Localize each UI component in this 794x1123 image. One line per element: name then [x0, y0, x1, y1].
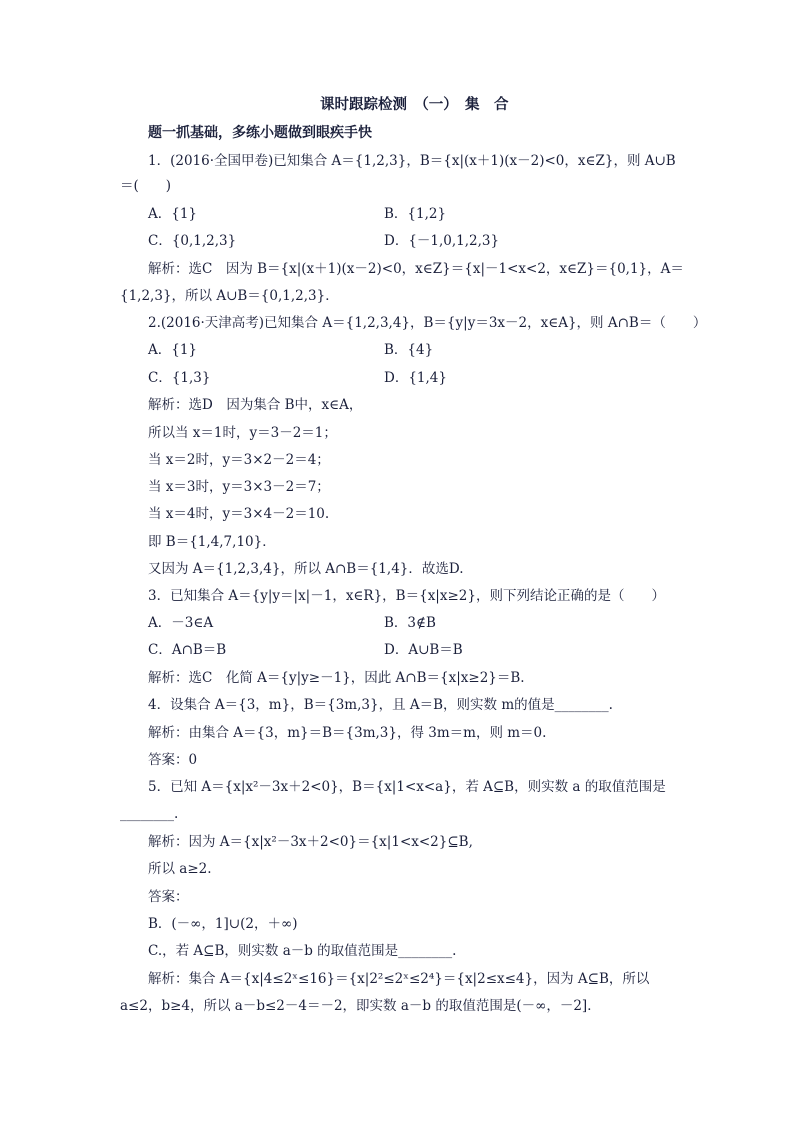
q2-solution-line: 当 x＝4时，y＝3×4－2＝10.	[148, 506, 330, 522]
option-c-line: C.，若 A⊆B，则实数 a－b 的取值范围是________.	[148, 943, 457, 959]
q2-stem: 2.(2016·天津高考)已知集合 A＝{1,2,3,4}，B＝{y|y＝3x－2，x∈A}，则 A∩B＝（ ）	[148, 315, 707, 331]
q1-solution-cont: {1,2,3}，所以 A∪B＝{0,1,2,3}．	[120, 288, 339, 304]
q3-stem: 3．已知集合 A＝{y|y＝|x|－1，x∈R}，B＝{x|x≥2}，则下列结论正确的是（ ）	[148, 588, 665, 604]
q4-solution: 解析：由集合 A＝{3，m}＝B＝{3m,3}，得 3m＝m，则 m＝0.	[148, 725, 547, 741]
q3-solution: 解析：选C 化简 A＝{y|y≥－1}，因此 A∩B＝{x|x≥2}＝B.	[148, 670, 525, 686]
q4-answer: 答案：0	[148, 752, 198, 768]
q1-option-b: B．{1,2}	[384, 206, 447, 222]
q5-solution-line: 所以 a≥2.	[148, 861, 212, 877]
page-title: 课时跟踪检测 （一） 集 合	[320, 96, 509, 113]
q2-option-b: B．{4}	[384, 342, 434, 358]
q2-option-c: C．{1,3}	[148, 370, 211, 386]
q1-stem: 1．(2016·全国甲卷)已知集合 A＝{1,2,3}，B＝{x|(x＋1)(x－2)<0，x∈Z}，则 A∪B	[148, 153, 676, 169]
q3-option-a: A．－3∈A	[148, 615, 214, 631]
option-b-line: B．(－∞，1]∪(2，＋∞)	[148, 916, 298, 932]
final-solution-cont: a≤2，b≥4，所以 a－b≤2－4＝－2，即实数 a－b 的取值范围是(－∞，－2]．	[120, 998, 601, 1014]
final-solution: 解析：集合 A＝{x|4≤2ˣ≤16}＝{x|2²≤2ˣ≤2⁴}＝{x|2≤x≤4}，因为 A⊆B，所以	[148, 971, 650, 987]
q5-solution: 解析：因为 A＝{x|x²－3x＋2<0}＝{x|1<x<2}⊆B,	[148, 834, 473, 850]
q3-option-c: C．A∩B＝B	[148, 642, 227, 658]
q2-solution-line: 又因为 A＝{1,2,3,4}，所以 A∩B＝{1,4}．故选D.	[148, 561, 464, 577]
q1-solution: 解析：选C 因为 B＝{x|(x＋1)(x－2)<0，x∈Z}＝{x|－1<x<2，x∈Z}＝{0,1}，A＝	[148, 261, 684, 277]
q1-stem-cont: ＝( )	[120, 178, 172, 194]
q3-option-d: D．A∪B＝B	[384, 642, 463, 658]
q3-option-b: B．3∉B	[384, 615, 436, 631]
q1-option-d: D．{－1,0,1,2,3}	[384, 233, 500, 249]
q5-stem: 5．已知 A＝{x|x²－3x＋2<0}，B＝{x|1<x<a}，若 A⊆B，则实数 a 的取值范围是	[148, 779, 666, 795]
q2-solution-line: 当 x＝3时，y＝3×3－2＝7；	[148, 479, 330, 495]
q5-stem-cont: ________.	[120, 806, 179, 822]
q2-solution-line: 即 B＝{1,4,7,10}．	[148, 534, 276, 550]
q2-option-a: A．{1}	[148, 342, 198, 358]
q2-option-d: D．{1,4}	[384, 370, 447, 386]
q5-answer: 答案：	[148, 889, 189, 905]
q1-option-a: A．{1}	[148, 206, 198, 222]
q2-solution-line: 当 x＝2时，y＝3×2－2＝4；	[148, 452, 330, 468]
q4-stem: 4．设集合 A＝{3，m}，B＝{3m,3}，且 A＝B，则实数 m的值是________.	[148, 697, 613, 713]
q2-solution: 解析：选D 因为集合 B中，x∈A，	[148, 397, 363, 413]
q1-option-c: C．{0,1,2,3}	[148, 233, 237, 249]
q2-solution-line: 所以当 x＝1时，y＝3－2＝1；	[148, 425, 337, 441]
section-heading: 题一抓基础，多练小题做到眼疾手快	[148, 125, 372, 141]
